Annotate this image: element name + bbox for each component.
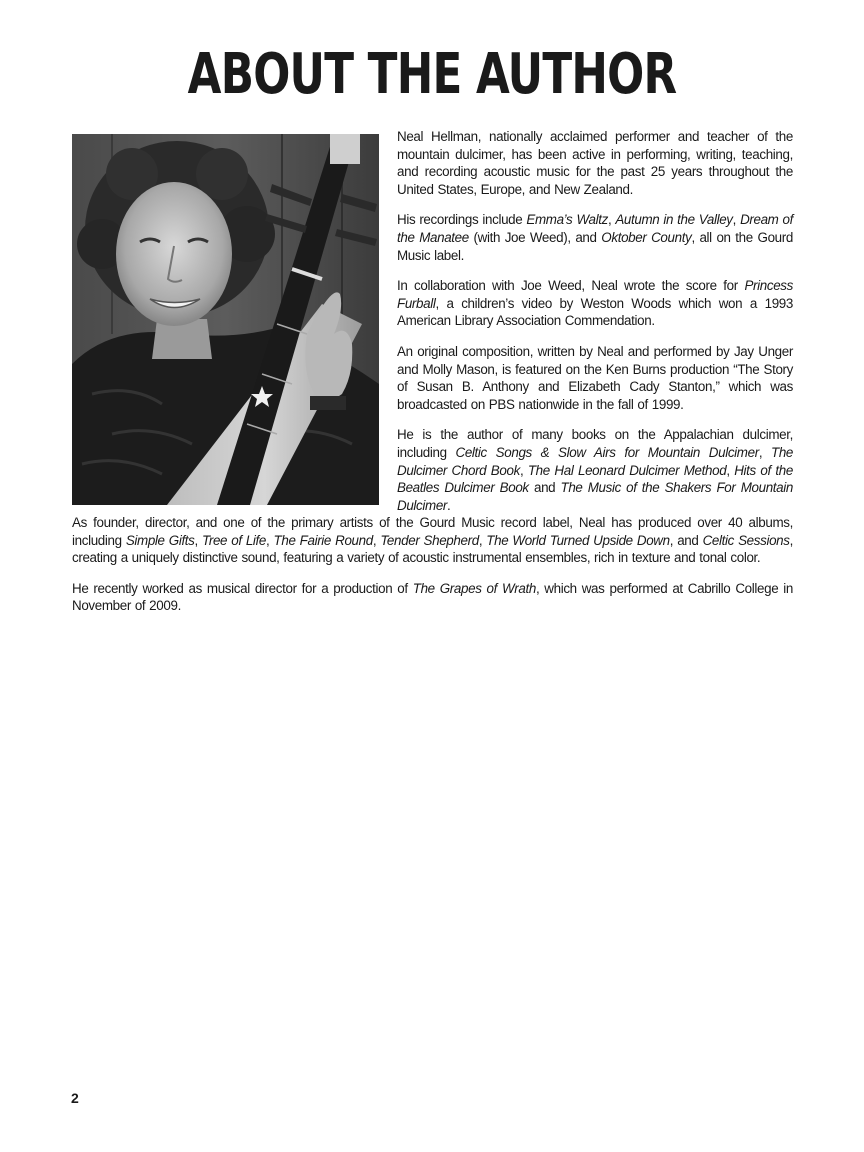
italic-title-text: Celtic Sessions [702, 532, 790, 548]
body-text: , [519, 462, 528, 478]
body-text: As founder, director, and one of the primary artists of the Gourd Music record label, Neal has produced over 40 albums, including [72, 515, 793, 548]
paragraph [397, 426, 793, 514]
full-width-text [72, 514, 793, 628]
italic-title-text: The Fairie Round [273, 532, 373, 548]
page-title: ABOUT THE AUTHOR [187, 42, 677, 107]
body-text: In collaboration with Joe Weed, Neal wrote the score for [397, 278, 745, 294]
paragraph [397, 128, 793, 198]
paragraph [397, 343, 793, 413]
body-text: , and [669, 532, 703, 548]
body-text: , [194, 532, 203, 548]
body-text: . [447, 497, 451, 513]
italic-title-text: Emma’s Waltz [526, 212, 608, 228]
body-text: , creating a uniquely distinctive sound, featuring a variety of acoustic instrumental ensembles, rich in texture and tonal color. [72, 532, 793, 566]
italic-title-text: Dream of the Manatee [397, 212, 793, 245]
body-text: His recordings include [397, 212, 527, 228]
body-text: , which was performed at Cabrillo College in November of 2009. [72, 580, 794, 614]
body-text: , [266, 532, 274, 548]
italic-title-text: Oktober County [601, 229, 692, 245]
body-text: , [607, 212, 616, 228]
italic-title-text: Tree of Life [202, 532, 267, 548]
paragraph [72, 514, 793, 567]
body-text: An original composition, written by Neal and performed by Jay Unger and Molly Mason, is featured on the Ken Burns production “The Story of Susan B. Anthony and Elizabeth Cady Stanton,” which was broadcasted on PBS nationwide in the fall of 1999. [397, 343, 793, 412]
body-text: , [726, 462, 735, 478]
italic-title-text: Celtic Songs & Slow Airs for Mountain Dulcimer [455, 444, 759, 460]
paragraph [397, 211, 793, 264]
body-text: He recently worked as musical director for a production of [72, 580, 413, 596]
body-text: and [528, 480, 561, 496]
body-text: Neal Hellman, nationally acclaimed performer and teacher of the mountain dulcimer, has been active in performing, writing, teaching, and recording acoustic music for the past 25 years throughout the United States, Europe, and New Zealand. [397, 129, 793, 197]
author-photo [72, 134, 379, 505]
intro-text-column [397, 128, 793, 527]
body-text: , [478, 532, 487, 548]
italic-title-text: The Music of the Shakers For Mountain Dulcimer [397, 480, 793, 513]
body-text: , a children’s video by Weston Woods which won a 1993 American Library Association Commendation. [397, 295, 793, 329]
italic-title-text: Hits of the Beatles Dulcimer Book [397, 462, 793, 496]
paragraph [397, 277, 793, 330]
body-text: (with Joe Weed), and [468, 229, 602, 245]
italic-title-text: Autumn in the Valley [615, 212, 733, 228]
italic-title-text: The Dulcimer Chord Book [397, 444, 794, 478]
italic-title-text: The World Turned Upside Down [486, 532, 670, 548]
body-text: , all on the Gourd Music label. [397, 229, 793, 263]
italic-title-text: Simple Gifts [125, 532, 195, 548]
paragraph [72, 580, 793, 615]
body-text: , [758, 444, 771, 460]
italic-title-text: The Grapes of Wrath [412, 580, 536, 596]
italic-title-text: Princess Furball [397, 278, 793, 311]
body-text: , [732, 212, 741, 228]
body-text: , [372, 532, 381, 548]
author-photo-image [72, 134, 379, 505]
italic-title-text: Tender Shepherd [380, 532, 479, 548]
italic-title-text: The Hal Leonard Dulcimer Method [527, 462, 727, 478]
body-text: He is the author of many books on the Appalachian dulcimer, including [397, 427, 793, 460]
page-number: 2 [71, 1090, 79, 1106]
